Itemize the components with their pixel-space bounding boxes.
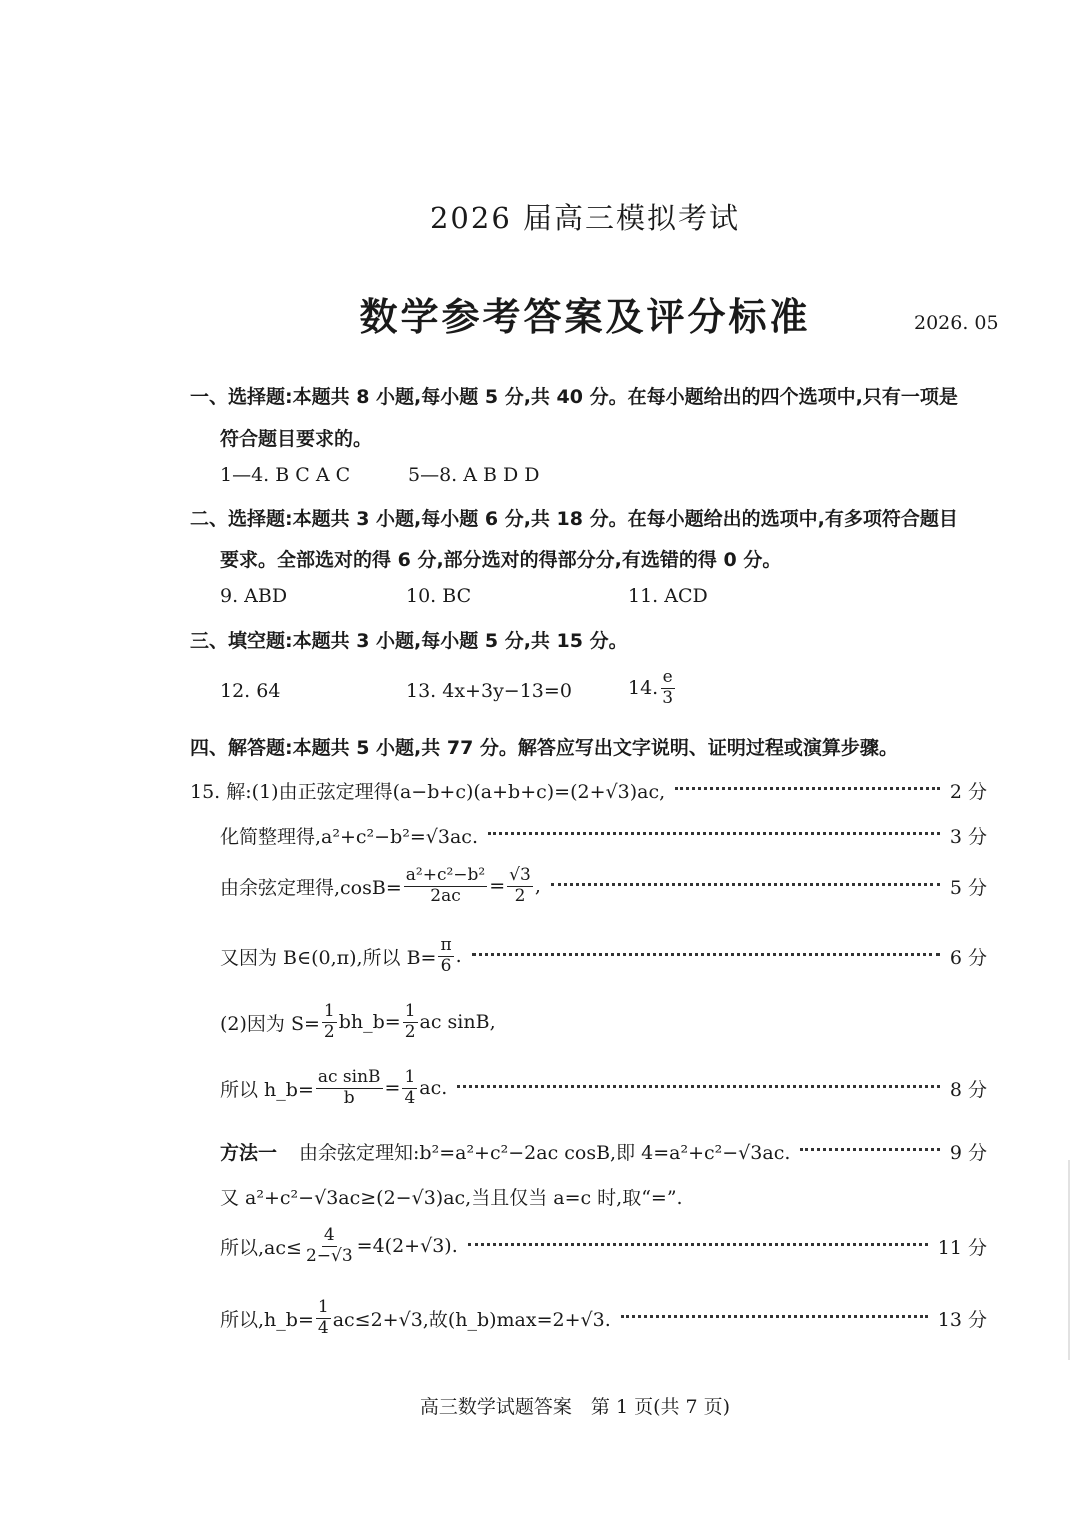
score-8: 8 分 — [949, 1078, 987, 1101]
section3-answer-13: 13. 4x+3y−13=0 — [406, 680, 572, 702]
formula-text: . — [455, 945, 462, 968]
solution-line-4-formula — [220, 936, 462, 976]
formula-text: 又因为 B∈(0,π),所以 B= — [220, 946, 437, 969]
method-label: 方法一 — [220, 1142, 278, 1164]
fraction-denominator: 4 — [317, 1317, 329, 1338]
section2-heading-line2: 要求。全部选对的得 6 分,部分选对的得部分分,有选错的得 0 分。 — [220, 549, 782, 571]
section1-answer-1: 1—4. B C A C — [220, 464, 351, 486]
fraction — [322, 1002, 337, 1042]
fraction-denominator: b — [343, 1087, 355, 1108]
solution-line-4 — [220, 936, 987, 976]
section1-answer-2: 5—8. A B D D — [408, 464, 540, 486]
section2-answer-9: 9. ABD — [220, 585, 288, 607]
formula-text: bh_b= — [338, 1011, 401, 1034]
formula-text: 所以,ac≤ — [220, 1236, 302, 1259]
formula-text: , — [534, 875, 541, 898]
fraction-numerator: √3 — [509, 865, 531, 885]
solution-line-7 — [220, 1138, 987, 1165]
score-2: 2 分 — [949, 781, 987, 803]
solution-line-10 — [220, 1298, 987, 1338]
fraction-denominator: 2−√3 — [305, 1245, 353, 1266]
section1-heading-line1: 一、选择题:本题共 8 小题,每小题 5 分,共 40 分。在每小题给出的四个选项中,只有一项是 — [190, 386, 958, 408]
solution-line-10-formula — [220, 1298, 611, 1338]
formula-text: 由余弦定理知:b²=a²+c²−2ac cosB,即 4=a²+c²−√3ac. — [299, 1142, 791, 1164]
fraction-numerator: a²+c²−b² — [405, 865, 486, 885]
dot-leader — [472, 953, 940, 956]
formula-text: 所以 h_b= — [220, 1078, 314, 1101]
fraction-numerator: 1 — [323, 1001, 335, 1021]
dot-leader — [675, 787, 940, 790]
solution-line-3 — [220, 866, 987, 906]
formula-text: 由余弦定理得,cosB= — [220, 876, 402, 899]
fraction-denominator: 2 — [514, 885, 526, 906]
dot-leader — [800, 1148, 939, 1151]
solution-line-8-text: 又 a²+c²−√3ac≥(2−√3)ac,当且仅当 a=c 时,取“=”. — [220, 1187, 683, 1209]
section4-heading: 四、解答题:本题共 5 小题,共 77 分。解答应写出文字说明、证明过程或演算步骤。 — [190, 737, 898, 759]
fraction-numerator: ac sinB — [317, 1067, 381, 1087]
fraction-numerator: π — [440, 935, 452, 955]
section2-answer-11: 11. ACD — [628, 585, 708, 607]
formula-text: = — [384, 1077, 401, 1100]
fraction — [438, 936, 453, 976]
score-3: 3 分 — [949, 826, 987, 848]
solution-line-8 — [220, 1183, 987, 1210]
solution-line-1-text: 15. 解:(1)由正弦定理得(a−b+c)(a+b+c)=(2+√3)ac, — [190, 781, 666, 803]
section2-answer-10: 10. BC — [406, 585, 472, 607]
dot-leader — [468, 1243, 928, 1246]
section1-heading-line2: 符合题目要求的。 — [220, 428, 373, 450]
fraction-numerator: e — [662, 667, 673, 687]
fraction-denominator: 3 — [662, 687, 674, 708]
section2-heading-line1: 二、选择题:本题共 3 小题,每小题 6 分,共 18 分。在每小题给出的选项中,有多项符合题目 — [190, 508, 958, 530]
solution-line-3-formula — [220, 866, 541, 906]
formula-text: 所以,h_b= — [220, 1308, 314, 1331]
fraction-denominator: 2ac — [430, 885, 461, 906]
fraction — [403, 1002, 418, 1042]
answer-14-label: 14. — [628, 677, 659, 700]
solution-line-5-formula — [220, 1002, 496, 1042]
page-title: 数学参考答案及评分标准 — [359, 295, 811, 339]
dot-leader — [488, 832, 940, 835]
dot-leader — [551, 883, 940, 886]
section3-answer-14 — [628, 668, 677, 708]
score-11: 11 分 — [937, 1236, 987, 1259]
fraction-denominator: 6 — [440, 955, 452, 976]
scan-edge-line — [1068, 1160, 1070, 1360]
formula-text: ac. — [419, 1077, 448, 1100]
fraction-denominator: 2 — [404, 1021, 416, 1042]
score-5: 5 分 — [949, 876, 987, 899]
fraction — [404, 866, 487, 906]
solution-line-5 — [220, 1002, 987, 1042]
fraction-numerator: 1 — [404, 1067, 416, 1087]
solution-line-6 — [220, 1068, 987, 1108]
formula-text: (2)因为 S= — [220, 1012, 320, 1035]
solution-line-7-text — [220, 1138, 790, 1165]
solution-line-2 — [220, 822, 987, 849]
fraction — [316, 1298, 331, 1338]
formula-text: =4(2+√3). — [356, 1235, 458, 1258]
formula-text: ac≤2+√3,故(h_b)max=2+√3. — [332, 1308, 611, 1331]
solution-line-9 — [220, 1226, 987, 1266]
score-9: 9 分 — [949, 1142, 987, 1164]
score-13: 13 分 — [937, 1308, 987, 1331]
fraction — [507, 866, 533, 906]
formula-text: = — [489, 875, 506, 898]
fraction-numerator: 1 — [317, 1297, 329, 1317]
fraction — [304, 1226, 355, 1266]
fraction-denominator: 2 — [323, 1021, 335, 1042]
solution-line-9-formula — [220, 1226, 458, 1266]
fraction-denominator: 4 — [404, 1087, 416, 1108]
exam-date: 2026. 05 — [914, 312, 999, 334]
page-footer: 高三数学试题答案 第 1 页(共 7 页) — [419, 1396, 731, 1418]
fraction-numerator: 1 — [404, 1001, 416, 1021]
solution-line-1 — [190, 777, 987, 804]
score-6: 6 分 — [949, 946, 987, 969]
exam-subtitle: 2026 届高三模拟考试 — [429, 201, 741, 235]
fraction — [402, 1068, 417, 1108]
fraction — [316, 1068, 383, 1108]
formula-text: ac sinB, — [419, 1011, 496, 1034]
solution-line-2-text: 化简整理得,a²+c²−b²=√3ac. — [220, 826, 478, 848]
answer-14-fraction — [660, 668, 675, 708]
dot-leader — [621, 1315, 928, 1318]
section3-answer-12: 12. 64 — [220, 680, 281, 702]
fraction-numerator: 4 — [323, 1225, 335, 1245]
solution-line-6-formula — [220, 1068, 447, 1108]
section3-heading: 三、填空题:本题共 3 小题,每小题 5 分,共 15 分。 — [190, 630, 628, 652]
dot-leader — [457, 1085, 940, 1088]
